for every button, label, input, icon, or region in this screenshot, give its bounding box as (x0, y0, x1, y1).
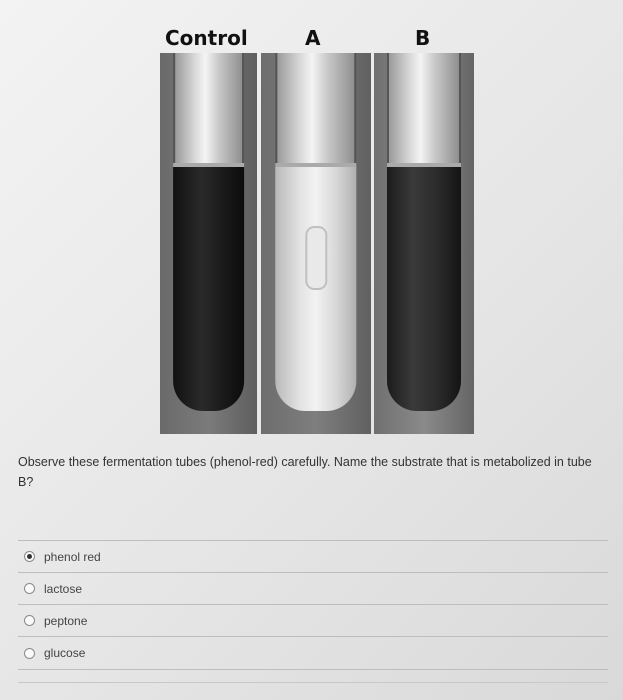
label-a: A (305, 26, 321, 50)
answer-options (18, 540, 608, 670)
option-label: phenol red (44, 549, 101, 564)
option-phenol-red[interactable] (18, 540, 608, 572)
option-label: peptone (44, 613, 88, 628)
divider (18, 682, 608, 683)
option-label: glucose (44, 646, 86, 660)
label-control: Control (165, 26, 248, 50)
radio-icon[interactable] (24, 583, 35, 594)
option-peptone[interactable] (18, 604, 608, 636)
option-lactose[interactable] (18, 572, 608, 604)
tube-control-photo (160, 53, 257, 434)
tube-a-photo (261, 53, 371, 434)
option-label: lactose (44, 581, 83, 596)
question-text: Observe these fermentation tubes (phenol-red) carefully. Name the substrate that is metabolized in tube B? (18, 455, 592, 489)
option-glucose[interactable] (18, 636, 608, 670)
radio-checked-icon[interactable] (24, 551, 35, 562)
radio-icon[interactable] (24, 648, 35, 659)
fermentation-tubes-figure (155, 20, 480, 435)
label-b: B (415, 26, 431, 50)
durham-tube (305, 226, 327, 290)
tube-b-photo (374, 53, 474, 434)
radio-icon[interactable] (24, 615, 35, 626)
